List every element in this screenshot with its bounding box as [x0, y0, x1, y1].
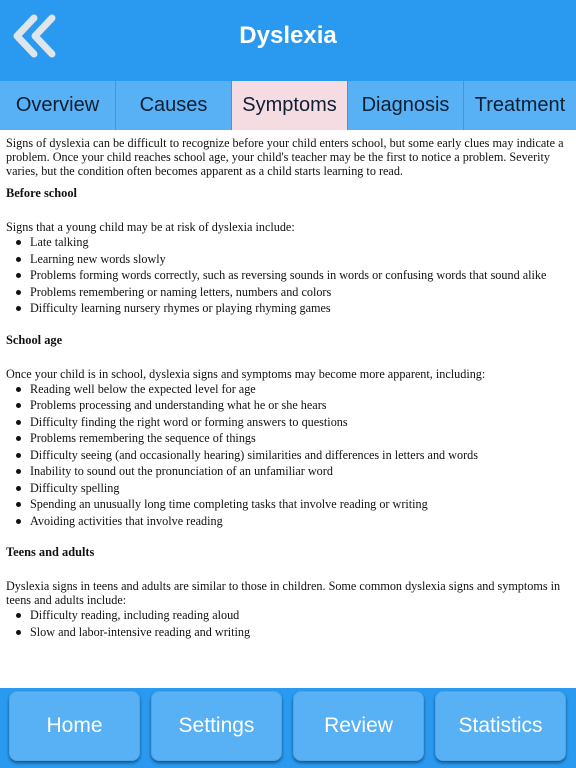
- section-lead: Dyslexia signs in teens and adults are similar to those in children. Some common dyslexia signs and symptoms in teens and adults include:: [6, 579, 561, 607]
- section-title-school-age: School age: [6, 332, 63, 347]
- intro-paragraph: Signs of dyslexia can be difficult to recognize before your child enters school, but some early clues may indicate a problem. Once your child reaches school age, your child's teacher may be the first to notice a problem. Severity varies, but the condition often becomes apparent as a child starts learning to read.: [6, 136, 564, 178]
- settings-button[interactable]: Settings: [151, 691, 282, 761]
- list-item: Difficulty learning nursery rhymes or playing rhyming games: [15, 300, 570, 317]
- list-item: Problems remembering the sequence of things: [15, 430, 570, 447]
- section-lead: Once your child is in school, dyslexia signs and symptoms may become more apparent, including:: [6, 366, 486, 381]
- list-item: Avoiding activities that involve reading: [15, 513, 570, 530]
- section-title-teens-adults: Teens and adults: [6, 545, 95, 559]
- content-scroll-area[interactable]: [0, 130, 576, 688]
- list-item: Difficulty spelling: [15, 480, 570, 497]
- section-lead: Signs that a young child may be at risk of dyslexia include:: [6, 220, 295, 234]
- tab-bar: [0, 81, 576, 130]
- page-title: Dyslexia: [239, 22, 337, 49]
- home-button[interactable]: Home: [9, 691, 140, 761]
- list-item: Spending an unusually long time completing tasks that involve reading or writing: [15, 496, 570, 513]
- list-item: Difficulty finding the right word or forming answers to questions: [15, 414, 570, 431]
- bullet-list: [15, 381, 570, 530]
- list-item: Difficulty reading, including reading aloud: [15, 607, 570, 624]
- review-button[interactable]: Review: [293, 691, 424, 761]
- tab-treatment[interactable]: Treatment: [474, 94, 566, 116]
- header-bar: [0, 0, 576, 81]
- tab-symptoms[interactable]: Symptoms: [232, 81, 348, 130]
- list-item: Inability to sound out the pronunciation of an unfamiliar word: [15, 463, 570, 480]
- tab-diagnosis[interactable]: Diagnosis: [348, 81, 464, 130]
- bullet-list: [15, 234, 570, 317]
- list-item: Reading well below the expected level for age: [15, 381, 570, 398]
- list-item: Problems remembering or naming letters, numbers and colors: [15, 284, 570, 301]
- list-item: Late talking: [15, 234, 570, 251]
- list-item: Problems processing and understanding what he or she hears: [15, 397, 570, 414]
- statistics-button[interactable]: Statistics: [435, 691, 566, 761]
- list-item: Problems forming words correctly, such as reversing sounds in words or confusing words that sound alike: [15, 267, 570, 284]
- list-item: Slow and labor-intensive reading and writing: [15, 624, 570, 641]
- tab-overview[interactable]: Overview: [0, 81, 116, 130]
- section-title-before-school: Before school: [6, 186, 78, 200]
- tab-causes[interactable]: Causes: [116, 81, 232, 130]
- list-item: Learning new words slowly: [15, 251, 570, 268]
- bottom-nav-bar: [0, 688, 576, 768]
- list-item: Difficulty seeing (and occasionally hearing) similarities and differences in letters and words: [15, 447, 570, 464]
- bullet-list: [15, 607, 570, 640]
